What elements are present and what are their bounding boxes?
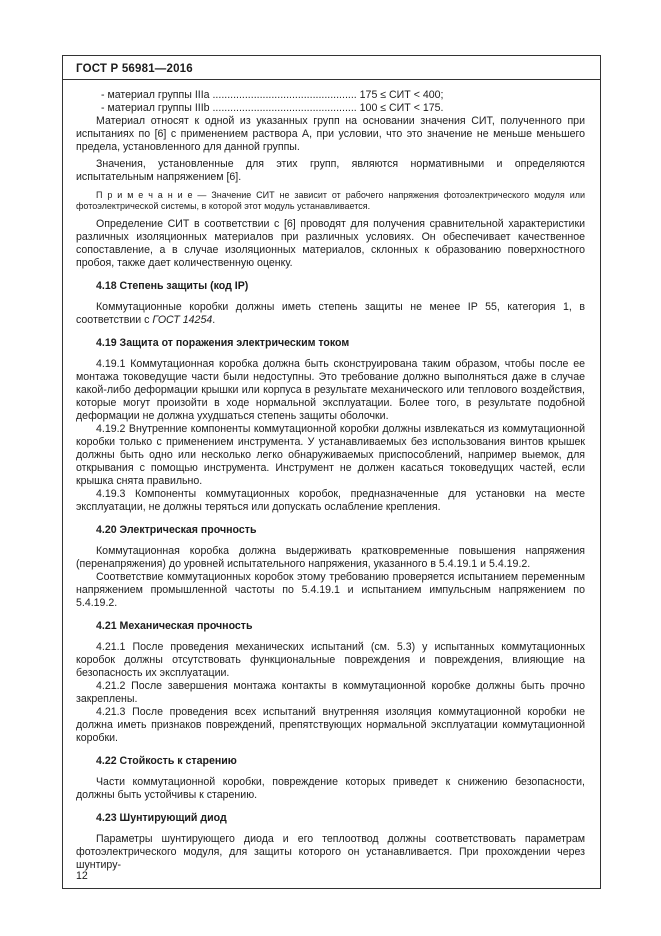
document-title: ГОСТ Р 56981—2016 [76, 63, 193, 75]
paragraph: Части коммутационной коробки, повреждение которых приведет к снижению безопасности, должны быть устойчивы к старению. [76, 776, 585, 801]
list-item: - материал группы IIIa ................................................. 175 ≤ СИТ < 400; [101, 89, 444, 101]
paragraph: Параметры шунтирующего диода и его теплоотвод должны соответствовать параметрам фотоэлектрического модуля, для защиты которого он устанавливается. При прохождении через шунтиру- [76, 833, 585, 871]
text-run: Коммутационные коробки должны иметь степень защиты не менее IP 55, категория 1, в соответствии с [76, 301, 585, 326]
paragraph: 4.21.2 После завершения монтажа контакты в коммутационной коробке должны быть прочно закреплены. [76, 680, 585, 705]
paragraph: 4.21.3 После проведения всех испытаний внутренняя изоляция коммутационной коробки не должна иметь признаков повреждений, препятствующих нормальной эксплуатации коммутационной коробки. [76, 706, 585, 744]
paragraph: Определение СИТ в соответствии с [6] проводят для получения сравнительной характеристики различных изоляционных материалов при различных условиях. Он обеспечивает качественное сопоставление, а в случае изоляционных материалов, склонных к образованию поверхностного пробоя, также дает количественную оценку. [76, 218, 585, 269]
page-number: 12 [76, 870, 88, 882]
paragraph: Соответствие коммутационных коробок этому требованию проверяется испытанием переменным напряжением промышленной частоты по 5.4.19.1 и испытанием импульсным напряжением по 5.4.19.2. [76, 571, 585, 609]
paragraph: Коммутационная коробка должна выдерживать кратковременные повышения напряжения (перенапряжения) до уровней испытательного напряжения, указанного в 5.4.19.1 и 5.4.19.2. [76, 545, 585, 570]
paragraph [76, 301, 585, 327]
section-heading: 4.21 Механическая прочность [96, 620, 253, 632]
note-paragraph: П р и м е ч а н и е — Значение СИТ не зависит от рабочего напряжения фотоэлектрического модуля или фотоэлектрической системы, в которой этот модуль устанавливается. [76, 190, 585, 211]
section-heading: 4.22 Стойкость к старению [96, 755, 237, 767]
paragraph: 4.19.1 Коммутационная коробка должна быть сконструирована таким образом, чтобы после ее монтажа токоведущие части были недоступны. Это требование должно выполняться даже в случае какой-либо деформации крышки или корпуса в результате механического или теплового воздействия, которые могут произойти в ходе нормальной эксплуатации. Более того, в результате подобной деформации не должна ухудшаться степень защиты оболочки. [76, 358, 585, 422]
section-heading: 4.18 Степень защиты (код IP) [96, 280, 249, 292]
text-run: . [212, 314, 216, 326]
section-heading: 4.20 Электрическая прочность [96, 524, 257, 536]
document-header [63, 56, 600, 80]
paragraph: 4.21.1 После проведения механических испытаний (см. 5.3) у испытанных коммутационных коробок должны отсутствовать функциональные повреждения и повреждения, влияющие на безопасность их эксплуатации. [76, 641, 585, 679]
paragraph: 4.19.2 Внутренние компоненты коммутационной коробки должны извлекаться из коммутационной коробки только с применением инструмента. У устанавливаемых без использования винтов крышек должны быть одно или несколько легко обнаруживаемых приспособлений, например выемок, для открывания с помощью инструмента. Инструмент не должен касаться токоведущих частей, если крышка снята правильно. [76, 423, 585, 487]
page-frame [62, 55, 601, 889]
standard-reference: ГОСТ 14254 [152, 314, 213, 326]
paragraph: Значения, установленные для этих групп, являются нормативными и определяются испытательным напряжением [6]. [76, 158, 585, 183]
list-item: - материал группы IIIb ................................................. 100 ≤ СИТ < 175. [101, 102, 444, 114]
paragraph: 4.19.3 Компоненты коммутационных коробок, предназначенные для установки на месте эксплуатации, не должны теряться или допускать ослабление крепления. [76, 488, 585, 513]
paragraph: Материал относят к одной из указанных групп на основании значения СИТ, полученного при испытаниях по [6] с применением раствора А, при условии, что это значение не меньше меньшего предела, установленного для данной группы. [76, 115, 585, 153]
document-body [63, 80, 600, 872]
section-heading: 4.23 Шунтирующий диод [96, 812, 227, 824]
section-heading: 4.19 Защита от поражения электрическим током [96, 337, 350, 349]
